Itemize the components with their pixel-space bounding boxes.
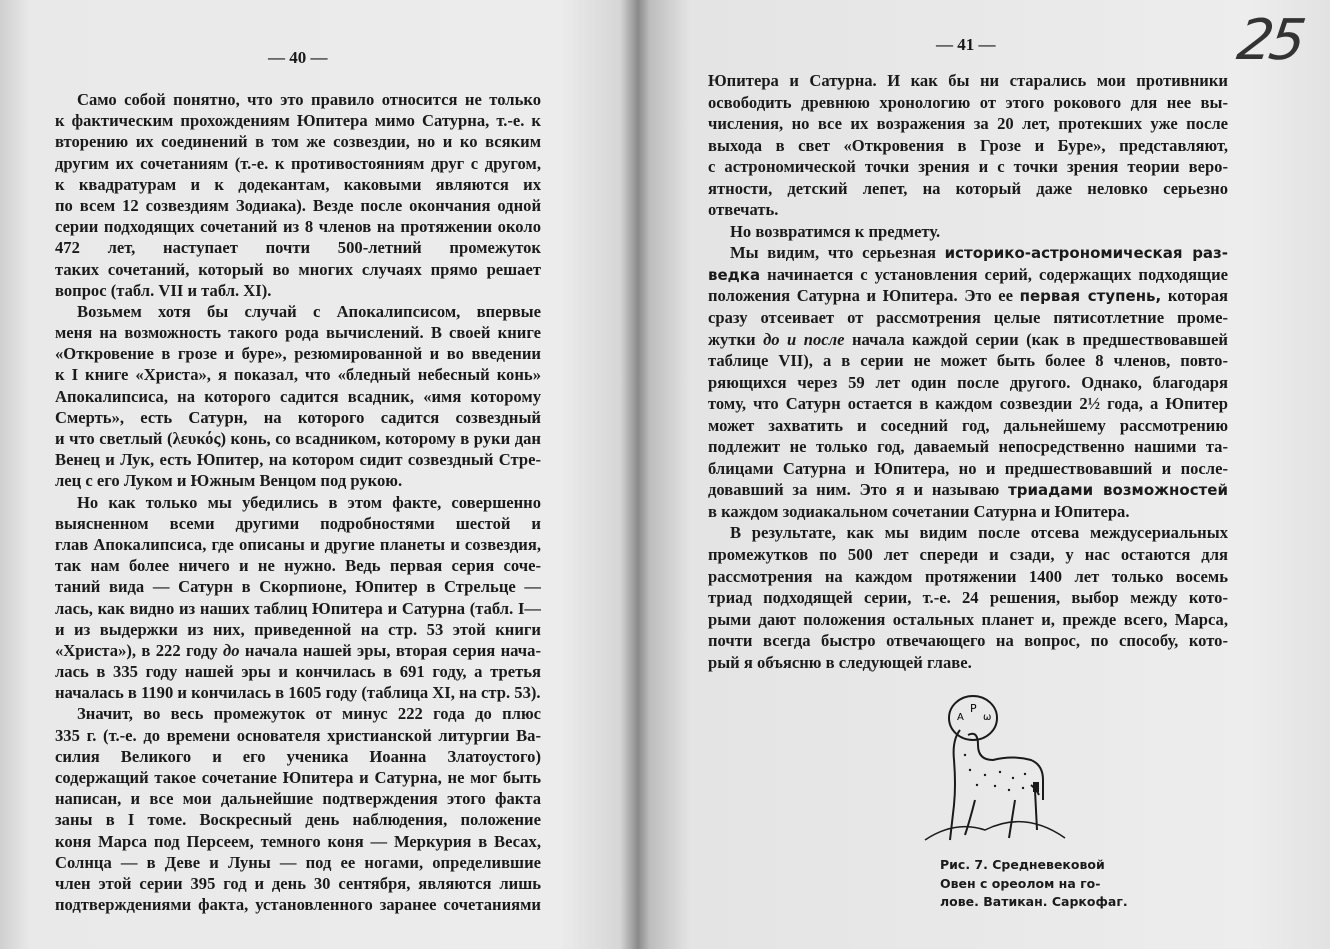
text-line: рыми дают положения остальных планет и, прежде всего, Марса, [708, 609, 1228, 629]
text-line: В результате, как мы видим после отсева междусериальных [730, 523, 1228, 543]
text-line: почти всегда быстро отвечающего на вопрос, по способу, кото- [708, 631, 1228, 651]
text-line: рассмотрения на каждом протяжении 1400 лет только восемь [708, 566, 1228, 586]
text-line: ятности, детский лепет, на который даже неловко серьезно [708, 178, 1228, 198]
text-line [708, 264, 1228, 286]
paragraph [708, 70, 1228, 221]
paragraph [708, 242, 1228, 522]
italic-text: до и после [763, 329, 845, 349]
text-line: Солнца — в Деве и Луны — под ее ногами, определившие [55, 852, 541, 872]
text-line: Но как только мы убедились в этом факте, совершенно [77, 492, 541, 512]
text-line: подлежит не только год, даваемый непосредственно нашими та- [708, 437, 1228, 457]
text-line [708, 242, 1228, 264]
text-line [55, 640, 541, 661]
text-line: выхода в свет «Откровения в Грозе и Буре», представляют, [708, 135, 1228, 155]
text-segment: которая [1161, 286, 1228, 306]
text-line: числения, но все их возражения за 20 лет, протекших уже после [708, 114, 1228, 134]
text-line: таблице VII), а в серии не может быть более 8 членов, повто- [708, 351, 1228, 371]
text-line: написан, и все мои дальнейшие подтверждения этого факта [55, 789, 541, 809]
text-line: с астрономической точки зрения и с точки зрения теории веро- [708, 157, 1228, 177]
text-line: к квадратурам и к додекантам, каковыми являются их [55, 174, 541, 194]
italic-text: до [223, 640, 240, 660]
text-line: Смерть», есть Сатурн, на которого садится созвездный [55, 407, 541, 427]
text-line: силия Великого и его ученика Иоанна Златоустого) [55, 746, 541, 766]
text-line: в каждом зодиакальном сочетании Сатурна и Юпитера. [708, 501, 1130, 521]
text-line: вопрос (табл. VII и табл. XI). [55, 280, 272, 300]
text-line: лец с его Луком и Южным Венцом под рукою. [55, 471, 403, 491]
text-line: к I книге «Христа», я показал, что «бледный небесный конь» [55, 365, 541, 385]
text-line: началась в 1190 и кончилась в 1605 году (таблица XI, на стр. 53). [55, 683, 541, 703]
text-line: может захватить и соседний год, дальнейшему рассмотрению [708, 415, 1228, 435]
text-segment: начала нашей эры, вторая серия нача- [239, 640, 541, 660]
text-line: содержащий такое сочетание Юпитера и Сатурна, не мог быть [55, 768, 541, 787]
text-segment: начала каждой серии (как в предшествовавшей [844, 329, 1228, 349]
figure-caption [940, 856, 1140, 912]
text-line: выясненном всеми другими подробностями шестой и [55, 513, 541, 533]
text-segment: «Христа»), в 222 году [55, 640, 224, 660]
text-line: меня на возможность такого рода вычислений. В своей книге [55, 323, 541, 343]
handwritten-page-number: 25 [1233, 8, 1306, 73]
paragraph [55, 703, 541, 915]
text-line: промежутков по 500 лет спереди и сзади, у нас остаются для [708, 545, 1228, 565]
text-line: блицами Сатурна и Юпитера, но и предшествовавший и после- [708, 458, 1228, 478]
text-segment: начинается с установления серий, содержащих подходящие [760, 264, 1228, 284]
text-line: Апокалипсиса, на которого садится всадник, «имя которому [55, 386, 541, 406]
text-line: Венец и Лук, есть Юпитер, на котором сидит созвездный Стре- [55, 450, 541, 470]
halo-letter-chi-rho: P [970, 702, 977, 715]
text-segment: положения Сатурна и Юпитера. Это ее [708, 286, 1020, 306]
text-line: член этой серии 395 год и день 30 сентября, являются лишь [55, 873, 541, 893]
paragraph [55, 89, 541, 301]
text-line: заны в I томе. Воскресный день наблюдения, положение [55, 810, 541, 830]
text-line [708, 285, 1228, 307]
text-line: Юпитера и Сатурна. И как бы ни старались мои противники [708, 71, 1228, 90]
text-line: Возьмем хотя бы случай с Апокалипсисом, впервые [77, 301, 541, 321]
text-line: Значит, во весь промежуток от минус 222 года до плюс [77, 704, 541, 724]
text-line: Само собой понятно, что это правило относится не только [77, 90, 541, 109]
bold-text: историко-астрономическая раз- [944, 244, 1228, 263]
page-number-left: — 40 — [268, 48, 328, 67]
text-line: и из выдержки из них, приведенной на стр. 53 этой книги [55, 619, 541, 639]
text-line: рый я объясню в следующей главе. [708, 652, 972, 672]
text-line: к фактическим прохождениям Юпитера мимо Сатурна, т.-е. к [55, 111, 541, 131]
text-line: серии подходящих сочетаний из 8 членов на протяжении около [55, 217, 541, 237]
text-line: коня Марса под Персеем, темного коня — Меркурия в Весах, [55, 831, 541, 851]
bold-text: ведка [708, 265, 761, 284]
text-line: Но возвратимся к предмету. [730, 221, 941, 241]
text-line: таких сочетаний, который во многих случаях прямо решает [55, 259, 541, 279]
text-line: освободить древнюю хронологию от этого рокового для нее вы- [708, 92, 1228, 112]
text-line: тому, что Сатурн остается в каждом созвездии 2½ года, а Юпитер [708, 394, 1228, 414]
text-line: сразу отсеивает от рассмотрения целые пятисотлетние проме- [708, 308, 1228, 328]
text-segment: Мы видим, что серьезная [730, 243, 945, 263]
text-line: таний вида — Сатурн в Скорпионе, Юпитер в Стрельце — [55, 577, 541, 597]
paragraph [55, 492, 541, 704]
bold-text: триадами возможностей [1008, 481, 1228, 500]
left-page-text [55, 89, 541, 915]
paragraph [55, 301, 541, 492]
text-line: другим их сочетаниям (т.-е. к противостояниям друг с другом, [55, 153, 541, 173]
text-line: подтверждениями факта, установленного заранее сочетаниями [55, 895, 541, 915]
text-line: глав Апокалипсиса, где описаны и другие планеты и созвездия, [55, 534, 541, 554]
paragraph [708, 522, 1228, 673]
text-line: отвечать. [708, 200, 779, 220]
text-line: лась, как видно из наших таблиц Юпитера и Сатурна (табл. I— [55, 598, 541, 618]
halo-letter-omega: ω [983, 712, 992, 723]
right-page-text [708, 70, 1228, 673]
text-line: так нам более ничего и не нужно. Ведь первая серия соче- [55, 556, 541, 576]
text-line: лась в 335 году нашей эры и кончилась в 691 году, а третья [55, 662, 541, 682]
bold-text: первая ступень, [1019, 287, 1162, 306]
text-line: ряющихся через 59 лет один после другого. Однако, благодаря [708, 372, 1228, 392]
text-line [708, 329, 1228, 351]
text-line: по всем 12 созвездиям Зодиака). Везде после окончания одной [55, 195, 541, 215]
text-line: и что светлый (λευκός) конь, со всадником, которому в руки дан [55, 429, 541, 448]
text-line [708, 479, 1228, 501]
text-line: «Откровение в грозе и буре», резюмированной и во введении [55, 344, 541, 364]
text-line: триад подходящей серии, т.-е. 24 решения, выбор между кото- [708, 588, 1228, 608]
caption-line: Овен с ореолом на го- [940, 875, 1101, 891]
paragraph [708, 221, 1228, 243]
text-segment: жутки [708, 329, 764, 349]
text-line: 472 лет, наступает почти 500-летний промежуток [55, 238, 541, 258]
halo-letter-alpha: A [957, 712, 964, 723]
page-number-right: — 41 — [936, 35, 996, 54]
text-line: вторению их соединений в том же созвездии, но и ко всяким [55, 132, 541, 152]
lamb-with-halo-icon [915, 690, 1155, 850]
figure-lamb-illustration [915, 690, 1155, 855]
text-line: 335 г. (т.-е. до времени основателя христианской литургии Ва- [55, 725, 541, 745]
caption-line: лове. Ватикан. Саркофаг. [940, 894, 1128, 909]
caption-line: Рис. 7. Средневековой [940, 857, 1105, 872]
text-segment: довавший за ним. Это я и называю [708, 480, 1009, 500]
